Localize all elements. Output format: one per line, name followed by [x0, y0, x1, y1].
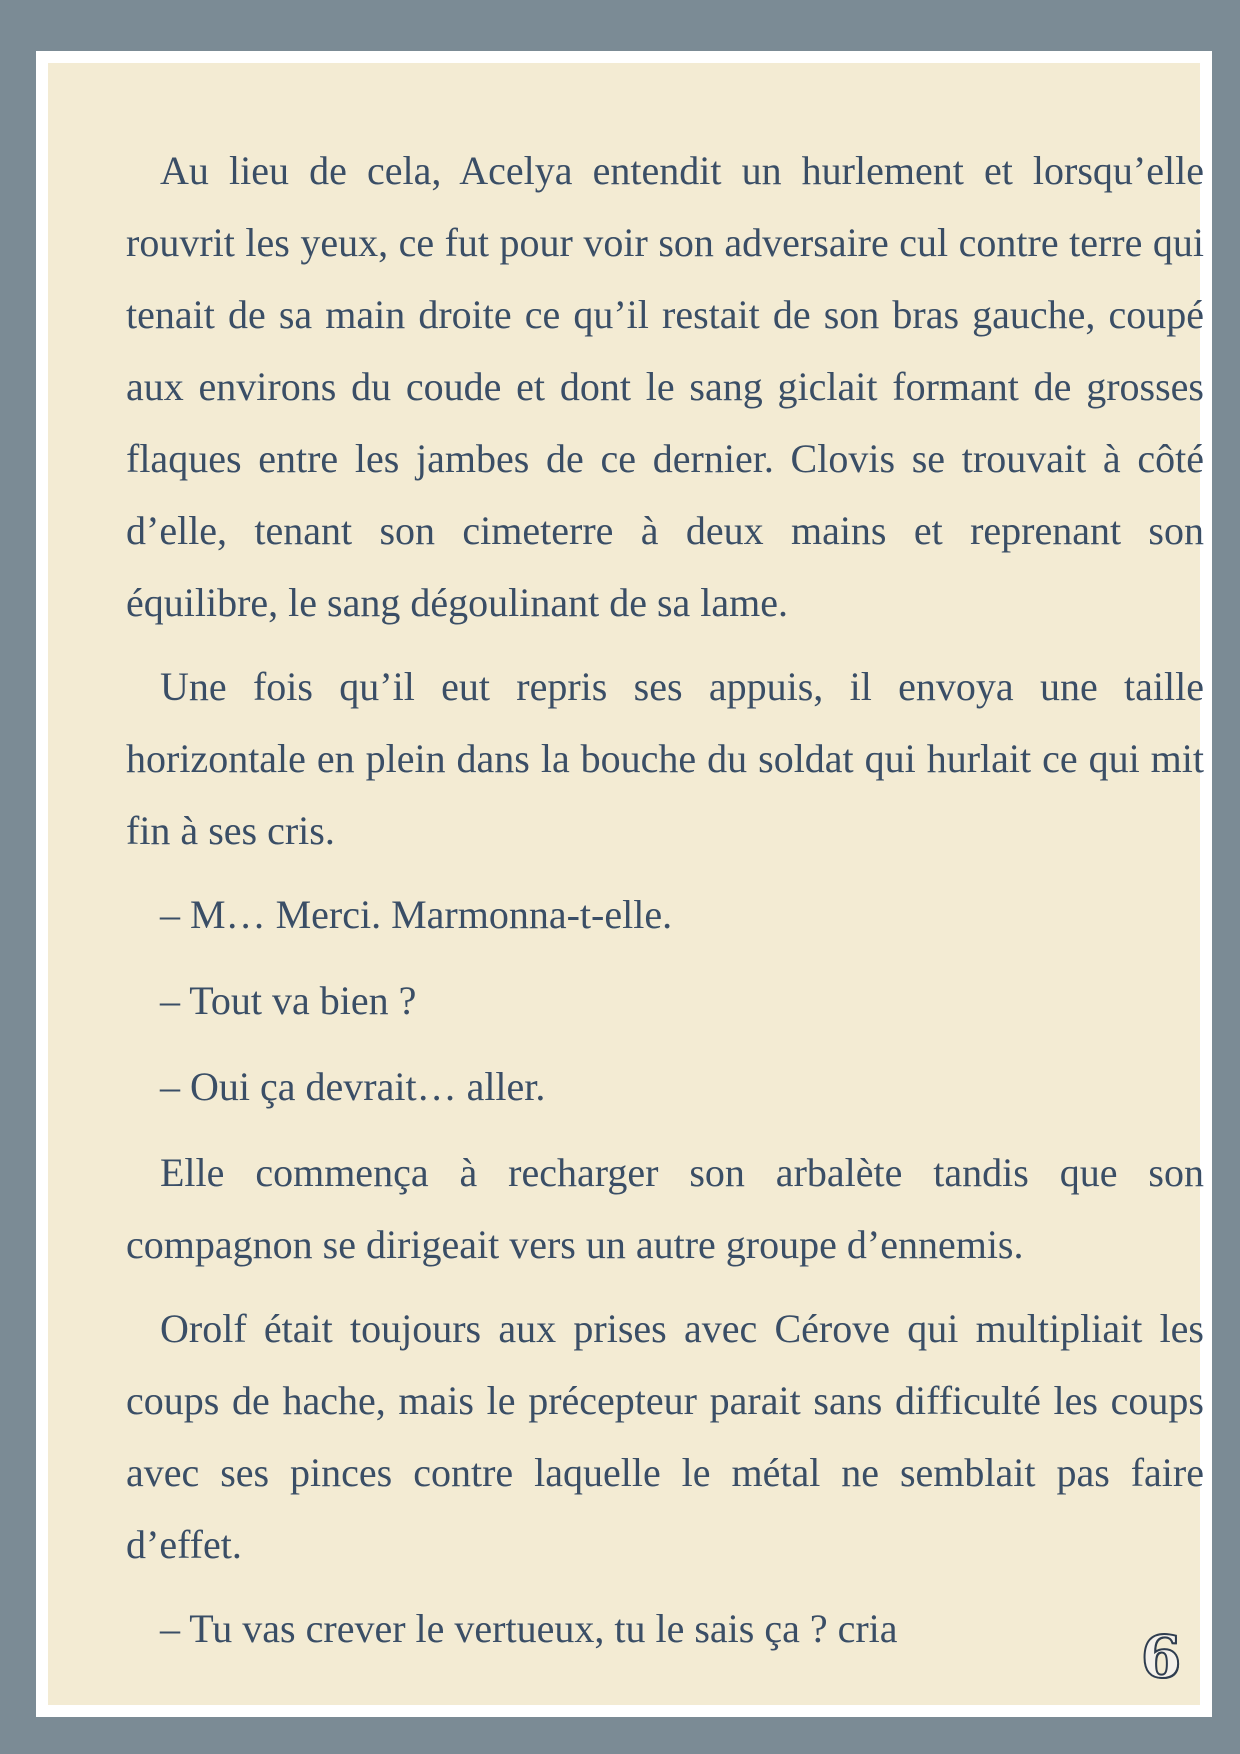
- page-text: [126, 135, 1204, 1679]
- paragraph: Une fois qu’il eut repris ses appuis, il envoya une taille horizontale en plein dans la bouche du soldat qui hurlait ce qui mit fin à ses cris.: [126, 664, 1204, 853]
- dialogue-line: – Tu vas crever le vertueux, tu le sais ça ? cria: [160, 1606, 898, 1651]
- paragraph: Au lieu de cela, Acelya entendit un hurlement et lorsqu’elle rouvrit les yeux, ce fut pour voir son adversaire cul contre terre qui tenait de sa main droite ce qu’il restait de son bras gauche, coupé aux environs du coude et dont le sang giclait formant de grosses flaques entre les jambes de ce dernier. Clovis se trouvait à côté d’elle, tenant son cimeterre à deux mains et reprenant son équilibre, le sang dégoulinant de sa lame.: [126, 148, 1204, 625]
- dialogue-line: – Tout va bien ?: [160, 978, 417, 1023]
- paragraph: Orolf était toujours aux prises avec Cérove qui multipliait les coups de hache, mais le précepteur parait sans difficulté les coups avec ses pinces contre laquelle le métal ne semblait pas faire d’effet.: [126, 1306, 1204, 1567]
- dialogue-line: – M… Merci. Marmonna-t-elle.: [160, 892, 673, 937]
- paragraph: Elle commença à recharger son arbalète tandis que son compagnon se dirigeait vers un autre groupe d’ennemis.: [126, 1150, 1204, 1267]
- dialogue-line: – Oui ça devrait… aller.: [160, 1064, 546, 1109]
- page-number: 6: [1140, 1623, 1182, 1691]
- book-page: [48, 63, 1204, 1705]
